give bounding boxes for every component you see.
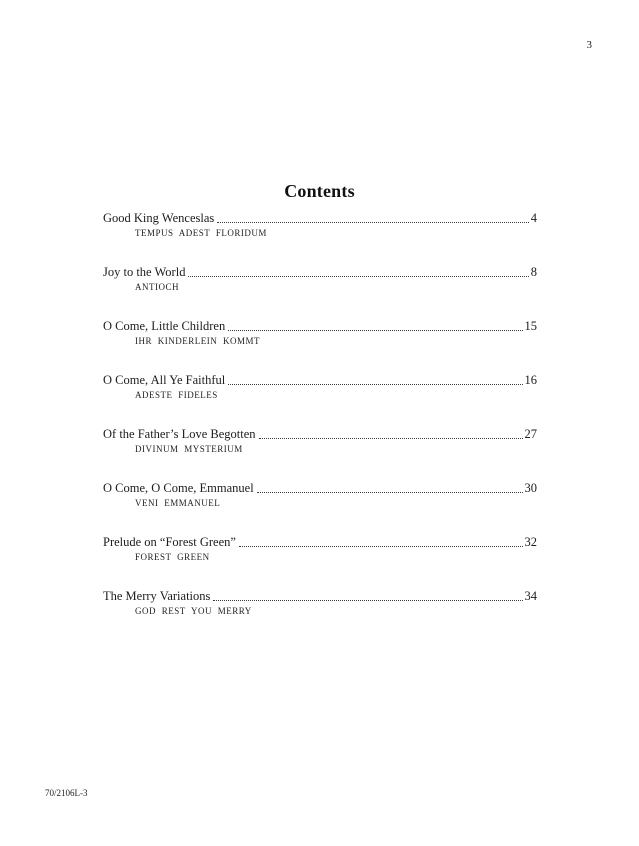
toc-entry-line — [103, 372, 537, 388]
toc-entry-tune-name: TEMPUS ADEST FLORIDUM — [135, 228, 267, 238]
toc-dot-leader — [257, 492, 523, 493]
toc-entry-page-ref: 15 — [524, 319, 537, 333]
toc-entry-title: Good King Wenceslas — [103, 211, 215, 225]
toc-entry — [103, 534, 537, 563]
toc-list — [103, 210, 537, 642]
toc-entry-tune-name: GOD REST YOU MERRY — [135, 606, 252, 616]
toc-entry-line — [103, 210, 537, 226]
toc-entry-line — [103, 534, 537, 550]
toc-entry-tune-name: IHR KINDERLEIN KOMMT — [135, 336, 260, 346]
toc-entry — [103, 426, 537, 455]
toc-entry — [103, 318, 537, 347]
toc-dot-leader — [259, 438, 523, 439]
toc-entry-title: O Come, O Come, Emmanuel — [103, 481, 254, 495]
toc-entry — [103, 210, 537, 239]
toc-dot-leader — [239, 546, 523, 547]
toc-entry-title: The Merry Variations — [103, 589, 211, 603]
toc-entry — [103, 480, 537, 509]
toc-entry-title: Joy to the World — [103, 265, 186, 279]
toc-entry-line — [103, 480, 537, 496]
toc-entry-page-ref: 16 — [524, 373, 537, 387]
toc-entry-page-ref: 4 — [530, 211, 537, 225]
toc-entry-line — [103, 426, 537, 442]
footer-plate-number: 70/2106L-3 — [45, 788, 88, 798]
toc-entry — [103, 588, 537, 617]
toc-dot-leader — [228, 384, 522, 385]
toc-entry-title: Of the Father’s Love Begotten — [103, 427, 256, 441]
toc-entry-line — [103, 264, 537, 280]
toc-entry-page-ref: 27 — [524, 427, 537, 441]
toc-entry-title: O Come, Little Children — [103, 319, 226, 333]
toc-dot-leader — [217, 222, 529, 223]
toc-entry-tune-name: ADESTE FIDELES — [135, 390, 218, 400]
toc-entry-page-ref: 34 — [524, 589, 537, 603]
toc-entry — [103, 372, 537, 401]
toc-entry-line — [103, 588, 537, 604]
toc-entry-tune-name: DIVINUM MYSTERIUM — [135, 444, 243, 454]
toc-entry-title: O Come, All Ye Faithful — [103, 373, 226, 387]
toc-dot-leader — [228, 330, 522, 331]
toc-entry-line — [103, 318, 537, 334]
toc-dot-leader — [213, 600, 522, 601]
toc-entry-title: Prelude on “Forest Green” — [103, 535, 236, 549]
page-number: 3 — [586, 39, 592, 51]
toc-entry-page-ref: 32 — [524, 535, 537, 549]
toc-dot-leader — [188, 276, 528, 277]
toc-entry-tune-name: ANTIOCH — [135, 282, 179, 292]
toc-entry-tune-name: FOREST GREEN — [135, 552, 210, 562]
contents-title: Contents — [284, 181, 355, 201]
toc-entry-page-ref: 30 — [524, 481, 537, 495]
toc-entry-tune-name: VENI EMMANUEL — [135, 498, 221, 508]
toc-entry — [103, 264, 537, 293]
toc-entry-page-ref: 8 — [530, 265, 537, 279]
